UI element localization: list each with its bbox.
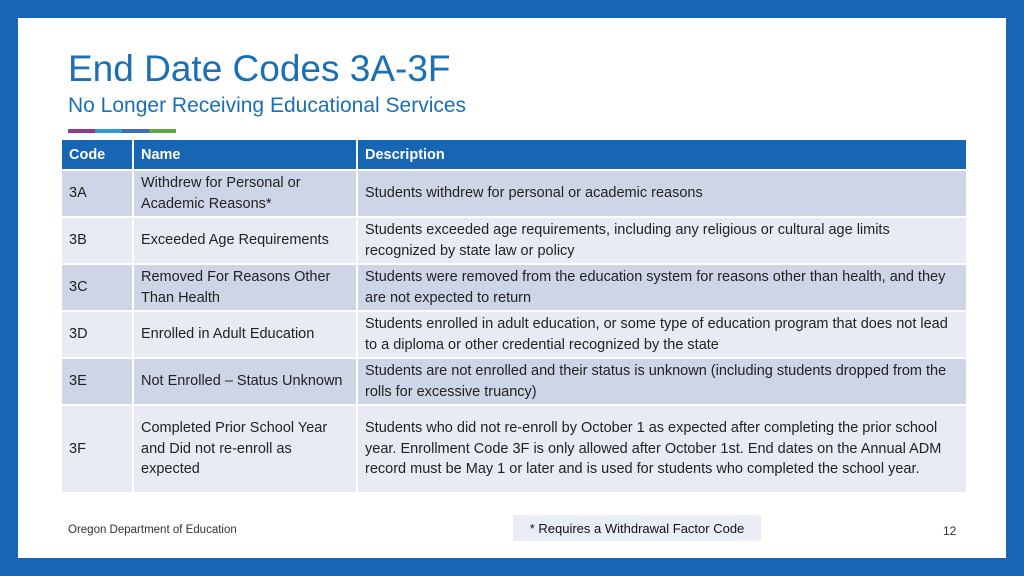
withdrawal-factor-footnote: * Requires a Withdrawal Factor Code [513, 515, 761, 541]
code-cell: 3E [61, 358, 133, 405]
table-row [61, 405, 967, 493]
end-date-codes-table [60, 138, 968, 494]
title-color-rule [68, 129, 176, 133]
table-row [61, 217, 967, 264]
slide [18, 18, 1006, 558]
description-cell: Students were removed from the education system for reasons other than health, and they are not expected to return [357, 264, 967, 311]
page-number: 12 [943, 524, 957, 538]
slide-title: End Date Codes 3A-3F [68, 48, 451, 89]
table-row [61, 170, 967, 217]
column-header-name: Name [133, 139, 357, 170]
footer-organization: Oregon Department of Education [68, 524, 237, 536]
code-cell: 3B [61, 217, 133, 264]
table-row [61, 311, 967, 358]
slide-subtitle: No Longer Receiving Educational Services [68, 94, 467, 117]
rule-segment [149, 129, 176, 133]
rule-segment [95, 129, 122, 133]
column-header-description: Description [357, 139, 967, 170]
description-cell: Students exceeded age requirements, including any religious or cultural age limits recognized by state law or policy [357, 217, 967, 264]
table-header-row [61, 139, 967, 170]
table-row [61, 358, 967, 405]
code-cell: 3A [61, 170, 133, 217]
rule-segment [122, 129, 149, 133]
description-cell: Students withdrew for personal or academic reasons [357, 170, 967, 217]
name-cell: Not Enrolled – Status Unknown [133, 358, 357, 405]
name-cell: Exceeded Age Requirements [133, 217, 357, 264]
description-cell: Students who did not re-enroll by October 1 as expected after completing the prior school year. Enrollment Code 3F is only allowed after October 1st. End dates on the Annual ADM record must be May 1 or later and is used for students who completed the school year. [357, 405, 967, 493]
table-row [61, 264, 967, 311]
code-cell: 3F [61, 405, 133, 493]
code-cell: 3D [61, 311, 133, 358]
column-header-code: Code [61, 139, 133, 170]
code-cell: 3C [61, 264, 133, 311]
name-cell: Completed Prior School Year and Did not re-enroll as expected [133, 405, 357, 493]
name-cell: Withdrew for Personal or Academic Reasons* [133, 170, 357, 217]
description-cell: Students are not enrolled and their status is unknown (including students dropped from the rolls for excessive truancy) [357, 358, 967, 405]
name-cell: Enrolled in Adult Education [133, 311, 357, 358]
name-cell: Removed For Reasons Other Than Health [133, 264, 357, 311]
rule-segment [68, 129, 95, 133]
description-cell: Students enrolled in adult education, or some type of education program that does not lead to a diploma or other credential recognized by the state [357, 311, 967, 358]
